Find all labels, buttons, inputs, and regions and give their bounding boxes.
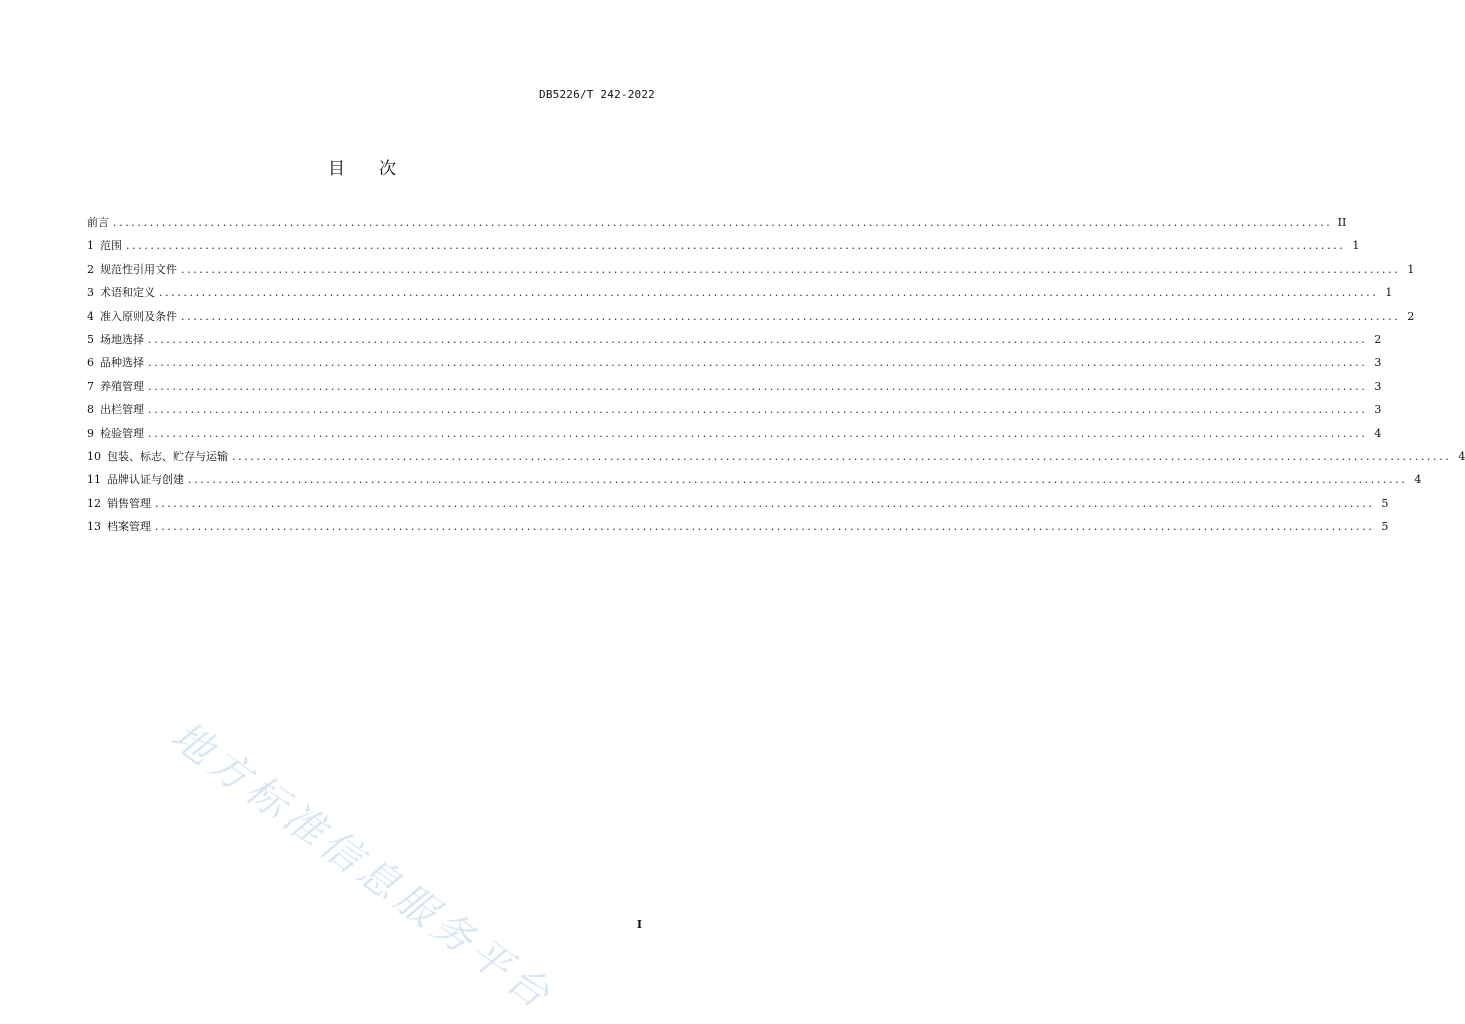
toc-entry-page: 1 bbox=[1407, 262, 1415, 276]
toc-entry-number: 7 bbox=[87, 379, 94, 393]
toc-entry-title: 术语和定义 bbox=[100, 286, 155, 300]
dot-leader: ........................................................................................................................................................................................................ bbox=[148, 332, 1368, 346]
dot-leader: ........................................................................................................................................................................................................ bbox=[181, 262, 1401, 276]
toc-entry-number: 5 bbox=[87, 332, 94, 346]
toc-entry-number: 11 bbox=[87, 473, 101, 487]
toc-entry-number: 10 bbox=[87, 449, 101, 463]
toc-entry-page: 5 bbox=[1381, 520, 1389, 534]
toc-entry[interactable] bbox=[87, 515, 1389, 538]
toc-entry-label bbox=[87, 328, 144, 351]
dot-leader: ........................................................................................................................................................................................................ bbox=[148, 426, 1368, 440]
toc-entry[interactable] bbox=[87, 281, 1393, 304]
toc-entry-page: 3 bbox=[1374, 356, 1382, 370]
toc-entry-label bbox=[87, 492, 151, 515]
toc-entry-label bbox=[87, 305, 177, 328]
toc-entry[interactable] bbox=[87, 422, 1382, 445]
dot-leader: ........................................................................................................................................................................................................ bbox=[113, 216, 1333, 229]
toc-entry-label bbox=[87, 234, 122, 257]
dot-leader: ........................................................................................................................................................................................................ bbox=[126, 239, 1346, 253]
toc-entry-page: 2 bbox=[1374, 332, 1382, 346]
toc-entry-label bbox=[87, 281, 155, 304]
toc-entry-title: 场地选择 bbox=[100, 332, 144, 346]
toc-entry-number: 1 bbox=[87, 239, 94, 253]
toc-entry[interactable] bbox=[87, 234, 1360, 257]
toc-entry[interactable] bbox=[87, 492, 1389, 515]
toc-entry-page: II bbox=[1337, 216, 1347, 229]
toc-entry-title: 范围 bbox=[100, 239, 122, 253]
dot-leader: ........................................................................................................................................................................................................ bbox=[148, 379, 1368, 393]
toc-entry-title: 前言 bbox=[87, 216, 109, 229]
toc-entry-page: 1 bbox=[1385, 286, 1393, 300]
toc-entry-number: 6 bbox=[87, 356, 94, 370]
toc-entry-page: 1 bbox=[1352, 239, 1360, 253]
toc-entry-page: 2 bbox=[1407, 309, 1415, 323]
watermark-text: 地方标准信息服务平台 bbox=[162, 712, 562, 1021]
toc-entry-label bbox=[87, 375, 144, 398]
toc-entry[interactable] bbox=[87, 351, 1382, 374]
dot-leader: ........................................................................................................................................................................................................ bbox=[148, 403, 1368, 417]
toc-entry[interactable] bbox=[87, 468, 1422, 491]
toc-entry-title: 出栏管理 bbox=[100, 403, 144, 417]
toc-entry-number: 4 bbox=[87, 309, 94, 323]
table-of-contents bbox=[87, 211, 1465, 538]
toc-entry-label bbox=[87, 398, 144, 421]
toc-entry[interactable] bbox=[87, 375, 1382, 398]
dot-leader: ........................................................................................................................................................................................................ bbox=[188, 473, 1408, 487]
toc-entry-label bbox=[87, 422, 144, 445]
toc-entry-page: 3 bbox=[1374, 379, 1382, 393]
toc-entry-number: 13 bbox=[87, 520, 101, 534]
toc-entry-page: 5 bbox=[1381, 496, 1389, 510]
toc-entry-title: 规范性引用文件 bbox=[100, 262, 177, 276]
toc-entry-title: 养殖管理 bbox=[100, 379, 144, 393]
toc-entry[interactable] bbox=[87, 258, 1415, 281]
toc-entry-number: 9 bbox=[87, 426, 94, 440]
toc-entry-label bbox=[87, 351, 144, 374]
dot-leader: ........................................................................................................................................................................................................ bbox=[155, 496, 1375, 510]
toc-entry-label bbox=[87, 468, 184, 491]
toc-entry[interactable] bbox=[87, 445, 1465, 468]
toc-entry-title: 销售管理 bbox=[107, 496, 151, 510]
toc-entry-page: 3 bbox=[1374, 403, 1382, 417]
document-code: DB5226/T 242-2022 bbox=[539, 88, 655, 101]
toc-entry-page: 4 bbox=[1414, 473, 1422, 487]
dot-leader: ........................................................................................................................................................................................................ bbox=[232, 449, 1452, 463]
page-number: I bbox=[636, 918, 642, 931]
dot-leader: ........................................................................................................................................................................................................ bbox=[159, 286, 1379, 300]
toc-entry-number: 2 bbox=[87, 262, 94, 276]
toc-entry[interactable] bbox=[87, 305, 1415, 328]
toc-title: 目次 bbox=[328, 159, 430, 179]
toc-entry-number: 8 bbox=[87, 403, 94, 417]
toc-entry-title: 档案管理 bbox=[107, 520, 151, 534]
toc-entry-page: 4 bbox=[1374, 426, 1382, 440]
toc-entry[interactable] bbox=[87, 211, 1347, 234]
toc-entry-number: 12 bbox=[87, 496, 101, 510]
toc-entry-title: 品牌认证与创建 bbox=[107, 473, 184, 487]
toc-entry-page: 4 bbox=[1458, 449, 1465, 463]
toc-entry-label bbox=[87, 445, 228, 468]
toc-entry-label bbox=[87, 211, 109, 234]
toc-entry-label bbox=[87, 258, 177, 281]
toc-entry-title: 包装、标志、贮存与运输 bbox=[107, 449, 228, 463]
toc-entry-title: 检验管理 bbox=[100, 426, 144, 440]
toc-entry-title: 准入原则及条件 bbox=[100, 309, 177, 323]
toc-entry-title: 品种选择 bbox=[100, 356, 144, 370]
toc-entry[interactable] bbox=[87, 328, 1382, 351]
dot-leader: ........................................................................................................................................................................................................ bbox=[148, 356, 1368, 370]
toc-entry-number: 3 bbox=[87, 286, 94, 300]
toc-entry-label bbox=[87, 515, 151, 538]
toc-entry[interactable] bbox=[87, 398, 1382, 421]
dot-leader: ........................................................................................................................................................................................................ bbox=[181, 309, 1401, 323]
dot-leader: ........................................................................................................................................................................................................ bbox=[155, 520, 1375, 534]
